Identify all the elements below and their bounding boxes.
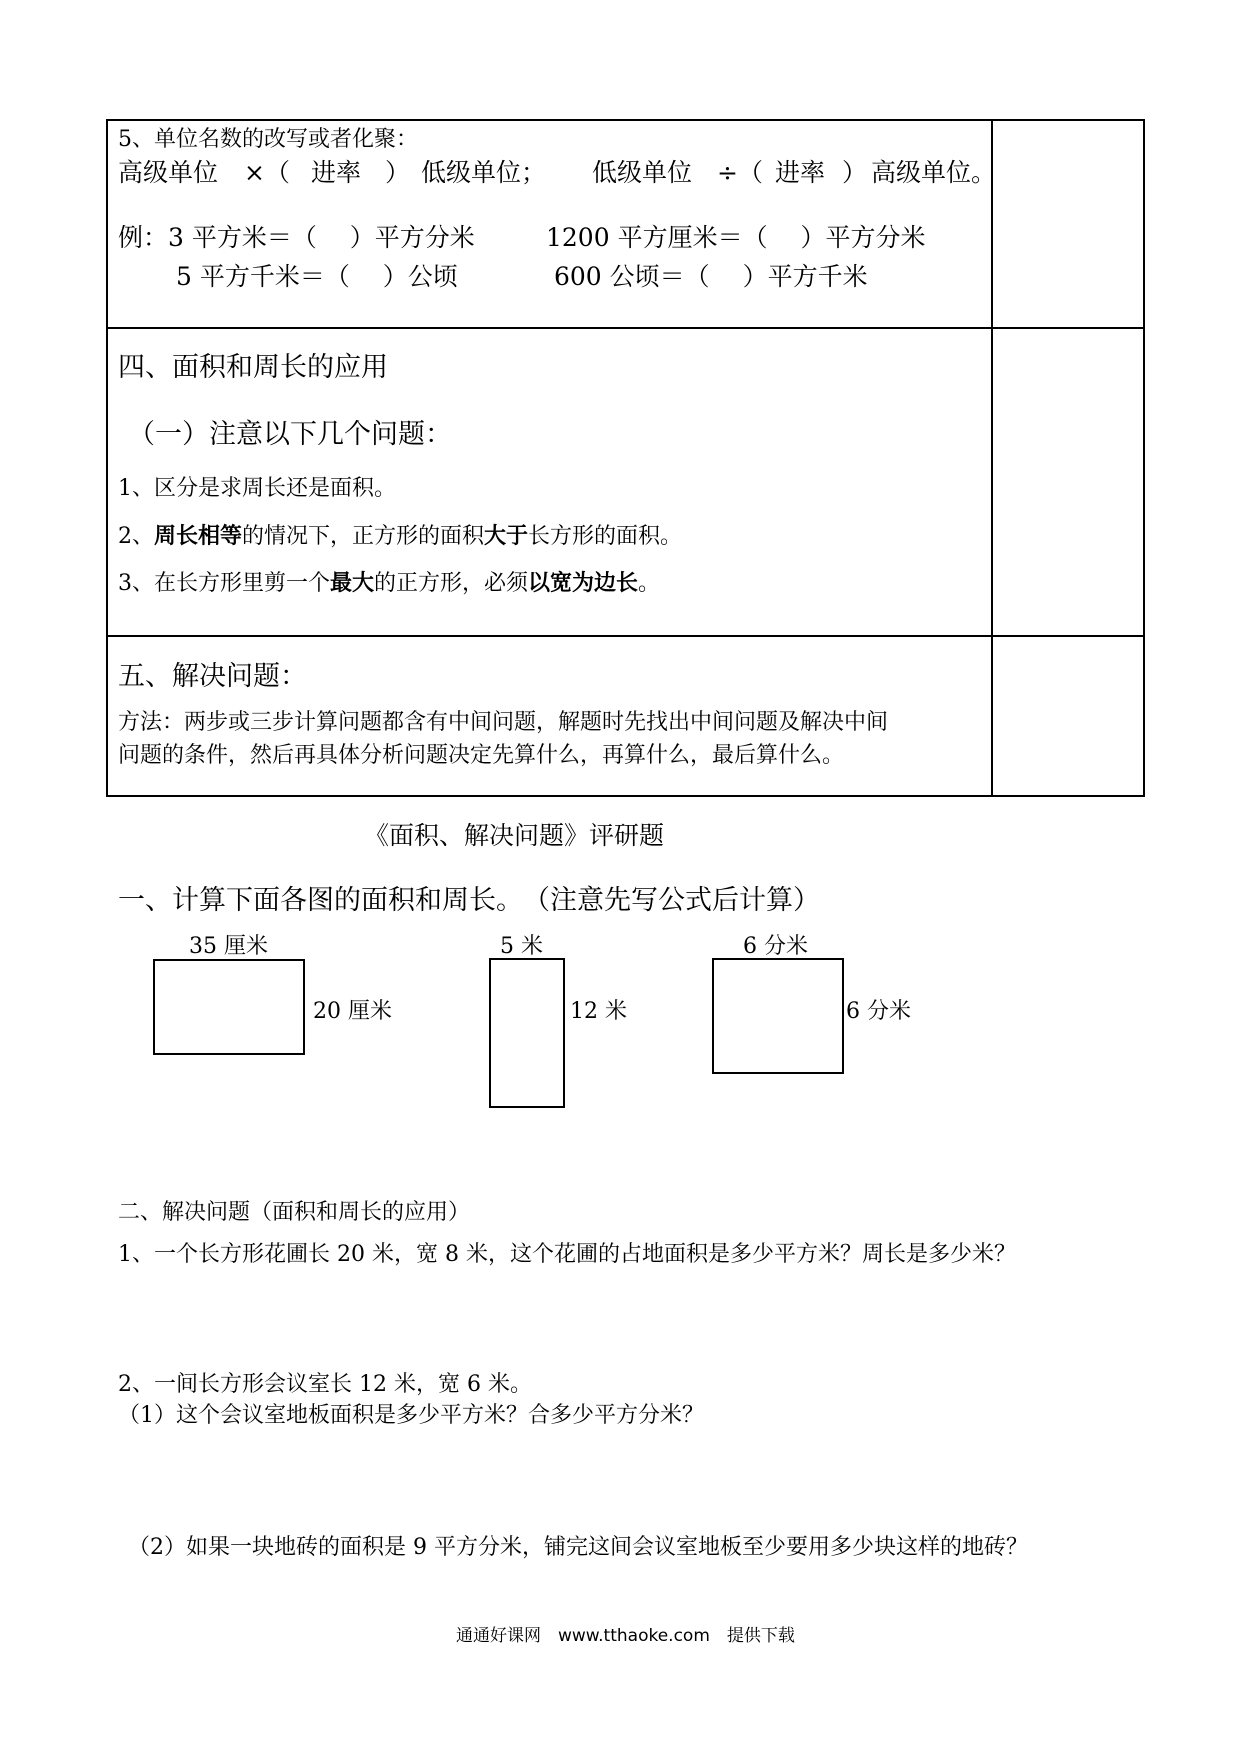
rule-high-unit-b: 高级单位。 bbox=[871, 158, 997, 187]
example-4: 600 公顷＝（ ）平方千米 bbox=[554, 262, 868, 291]
rule-high-unit: 高级单位 bbox=[118, 158, 219, 187]
exercise-title: 《面积、解决问题》评研题 bbox=[364, 821, 665, 850]
question-2-part-2: （2）如果一块地砖的面积是 9 平方分米，铺完这间会议室地板至少要用多少块这样的地砖？ bbox=[128, 1535, 1028, 1560]
table-border-bottom bbox=[106, 795, 1145, 797]
figure-3-side-label: 6 分米 bbox=[846, 999, 911, 1024]
table-row-divider bbox=[106, 327, 1145, 329]
note-item-1: 1、区分是求周长还是面积。 bbox=[118, 476, 396, 501]
rule-low-unit-b: 低级单位 bbox=[592, 158, 693, 187]
figure-2-rectangle bbox=[489, 958, 565, 1108]
method-line-1: 方法：两步或三步计算问题都含有中间问题，解题时先找出中间问题及解决中间 bbox=[118, 710, 889, 735]
rule-times: ×（ bbox=[244, 158, 290, 187]
question-1: 1、一个长方形花圃长 20 米，宽 8 米，这个花圃的占地面积是多少平方米？周长是多少米？ bbox=[118, 1242, 1016, 1267]
footer-credit: 通通好课网 www.tthaoke.com 提供下载 bbox=[456, 1626, 795, 1646]
exercise-section-two: 二、解决问题（面积和周长的应用） bbox=[118, 1200, 471, 1225]
table-border-left bbox=[106, 119, 108, 797]
note-item-3: 3、在长方形里剪一个最大的正方形，必须以宽为边长。 bbox=[118, 570, 661, 596]
figure-1-top-label: 35 厘米 bbox=[189, 934, 268, 959]
table-row-divider bbox=[106, 635, 1145, 637]
figure-1-rectangle bbox=[153, 959, 305, 1055]
note-item-2: 2、周长相等的情况下，正方形的面积大于长方形的面积。 bbox=[118, 523, 683, 549]
example-2: 1200 平方厘米＝（ ）平方分米 bbox=[546, 223, 926, 252]
rule-rate: 进率 bbox=[311, 158, 362, 187]
figure-2-side-label: 12 米 bbox=[570, 999, 627, 1024]
exercise-section-one: 一、计算下面各图的面积和周长。 （注意先写公式后计算） bbox=[118, 885, 820, 916]
section-four-subtitle: （一）注意以下几个问题： bbox=[128, 419, 452, 450]
question-2-part-1: （1）这个会议室地板面积是多少平方米？合多少平方分米？ bbox=[118, 1403, 704, 1428]
table-column-divider bbox=[991, 119, 993, 797]
rule-rate-b: 进率 bbox=[775, 158, 826, 187]
rule-close-paren-b: ） bbox=[842, 158, 868, 187]
question-2: 2、一间长方形会议室长 12 米，宽 6 米。 bbox=[118, 1372, 532, 1397]
section-five-title: 五、解决问题： bbox=[118, 661, 307, 692]
figure-2-top-label: 5 米 bbox=[500, 934, 543, 959]
rule-low-unit: 低级单位； bbox=[421, 158, 547, 187]
example-1: 例：3 平方米＝（ ）平方分米 bbox=[118, 223, 475, 252]
example-3: 5 平方千米＝（ ）公顷 bbox=[176, 262, 458, 291]
table-border-top bbox=[106, 119, 1145, 121]
unit-conversion-heading: 5、单位名数的改写或者化聚： bbox=[118, 127, 418, 152]
section-four-title: 四、面积和周长的应用 bbox=[118, 352, 388, 383]
figure-3-square bbox=[712, 958, 844, 1074]
rule-divide: ÷（ bbox=[717, 158, 763, 187]
method-line-2: 问题的条件，然后再具体分析问题决定先算什么，再算什么，最后算什么。 bbox=[118, 743, 845, 768]
rule-close-paren: ） bbox=[385, 158, 411, 187]
figure-1-side-label: 20 厘米 bbox=[313, 999, 392, 1024]
table-border-right bbox=[1143, 119, 1145, 797]
figure-3-top-label: 6 分米 bbox=[743, 934, 808, 959]
